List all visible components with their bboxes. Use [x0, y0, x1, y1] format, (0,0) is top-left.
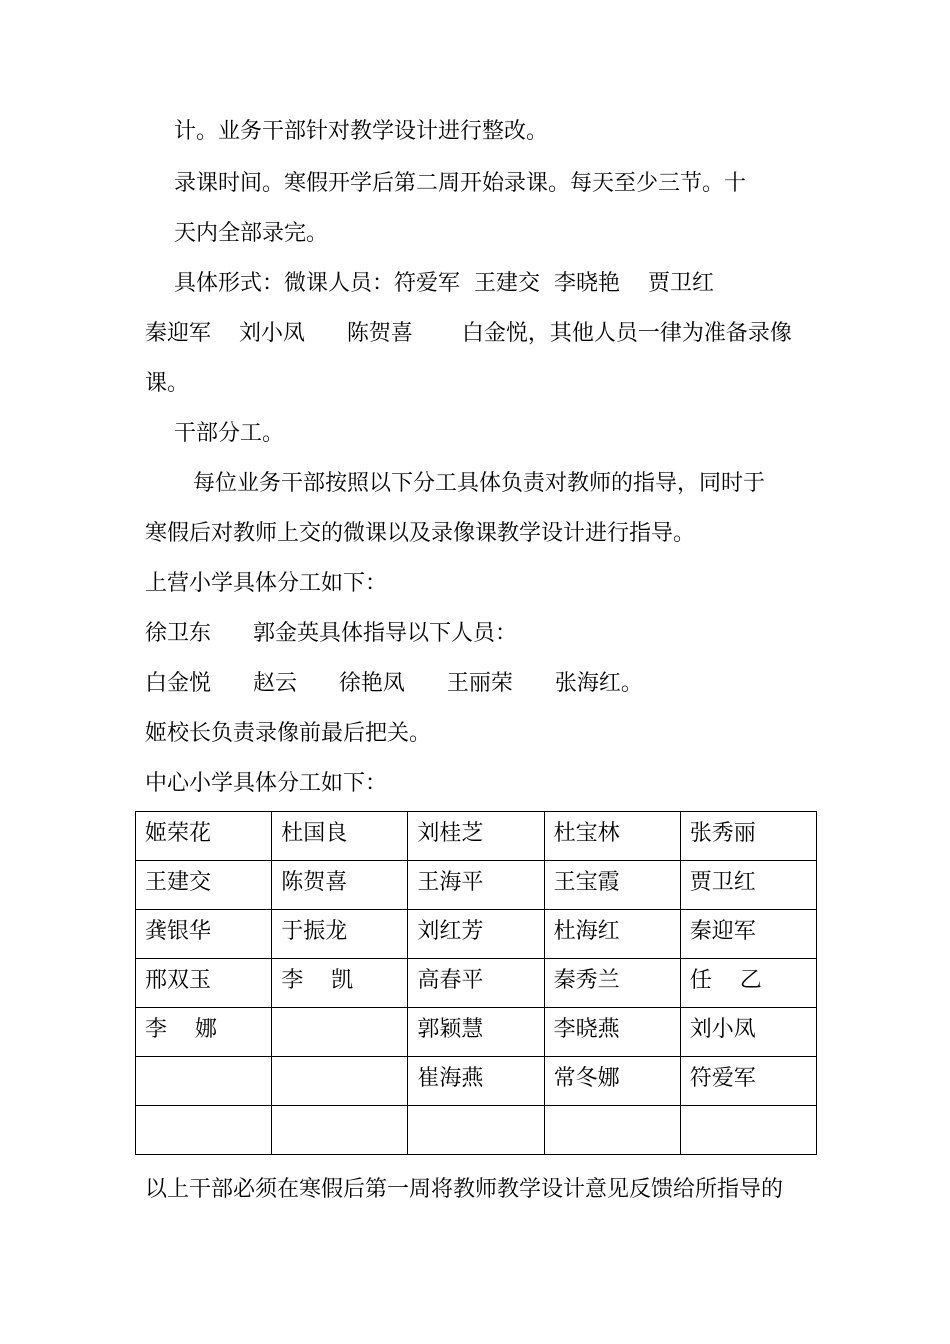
text-line: 徐卫东 郭金英具体指导以下人员：: [145, 621, 517, 646]
table-row: [136, 1008, 817, 1057]
table-cell: [272, 1106, 408, 1155]
table-cell: 李 娜: [136, 1008, 272, 1057]
table-cell: 陈贺喜: [272, 861, 408, 910]
table-cell: 秦迎军: [680, 910, 816, 959]
table-cell: 王海平: [408, 861, 544, 910]
text-line: 秦迎军 刘小凤 陈贺喜 白金悦，其他人员一律为准备录像: [145, 321, 792, 346]
table-cell: 王建交: [136, 861, 272, 910]
table-cell: 符爱军: [680, 1057, 816, 1106]
table-cell: 高春平: [408, 959, 544, 1008]
table-cell: [544, 1106, 680, 1155]
text-line: 计。业务干部针对教学设计进行整改。: [174, 119, 549, 144]
table-cell: 张秀丽: [680, 812, 816, 861]
table-cell: [272, 1057, 408, 1106]
table-cell: 李晓燕: [544, 1008, 680, 1057]
table-row: [136, 1057, 817, 1106]
table-cell: 任 乙: [680, 959, 816, 1008]
table-cell: 杜海红: [544, 910, 680, 959]
table-cell: [136, 1106, 272, 1155]
table-cell: [272, 1008, 408, 1057]
table-cell: 崔海燕: [408, 1057, 544, 1106]
table-cell: 杜国良: [272, 812, 408, 861]
table-cell: 常冬娜: [544, 1057, 680, 1106]
text-line: 具体形式：微课人员：符爱军 王建交 李晓艳 贾卫红: [174, 271, 714, 296]
text-line: 姬校长负责录像前最后把关。: [145, 721, 432, 746]
text-line: 录课时间。寒假开学后第二周开始录课。每天至少三节。十: [174, 171, 747, 196]
table-row: [136, 910, 817, 959]
footer-text-line: 以上干部必须在寒假后第一周将教师教学设计意见反馈给所指导的: [145, 1177, 784, 1202]
table-cell: 刘小凤: [680, 1008, 816, 1057]
text-line: 课。: [145, 371, 190, 396]
text-line: 天内全部录完。: [174, 221, 329, 246]
table-cell: 杜宝林: [544, 812, 680, 861]
table-cell: 刘桂芝: [408, 812, 544, 861]
table-cell: 刘红芳: [408, 910, 544, 959]
table-cell: 邢双玉: [136, 959, 272, 1008]
table-cell: 于振龙: [272, 910, 408, 959]
table-row: [136, 861, 817, 910]
text-line: 中心小学具体分工如下：: [145, 771, 388, 796]
table-cell: [680, 1106, 816, 1155]
text-line: 上营小学具体分工如下：: [145, 571, 388, 596]
table-cell: 王宝霞: [544, 861, 680, 910]
text-line: 寒假后对教师上交的微课以及录像课教学设计进行指导。: [145, 521, 696, 546]
table-row: [136, 959, 817, 1008]
table-row: [136, 1106, 817, 1155]
text-line: 白金悦 赵云 徐艳凤 王丽荣 张海红。: [145, 671, 643, 696]
text-line: 每位业务干部按照以下分工具体负责对教师的指导，同时于: [193, 471, 766, 496]
table-cell: 贾卫红: [680, 861, 816, 910]
table-cell: 郭颖慧: [408, 1008, 544, 1057]
table-cell: [408, 1106, 544, 1155]
assignment-table: [135, 811, 817, 1155]
table-cell: 秦秀兰: [544, 959, 680, 1008]
table-row: [136, 812, 817, 861]
table-cell: 李 凯: [272, 959, 408, 1008]
table-cell: 姬荣花: [136, 812, 272, 861]
text-line: 干部分工。: [174, 421, 285, 446]
table-cell: 龚银华: [136, 910, 272, 959]
table-cell: [136, 1057, 272, 1106]
